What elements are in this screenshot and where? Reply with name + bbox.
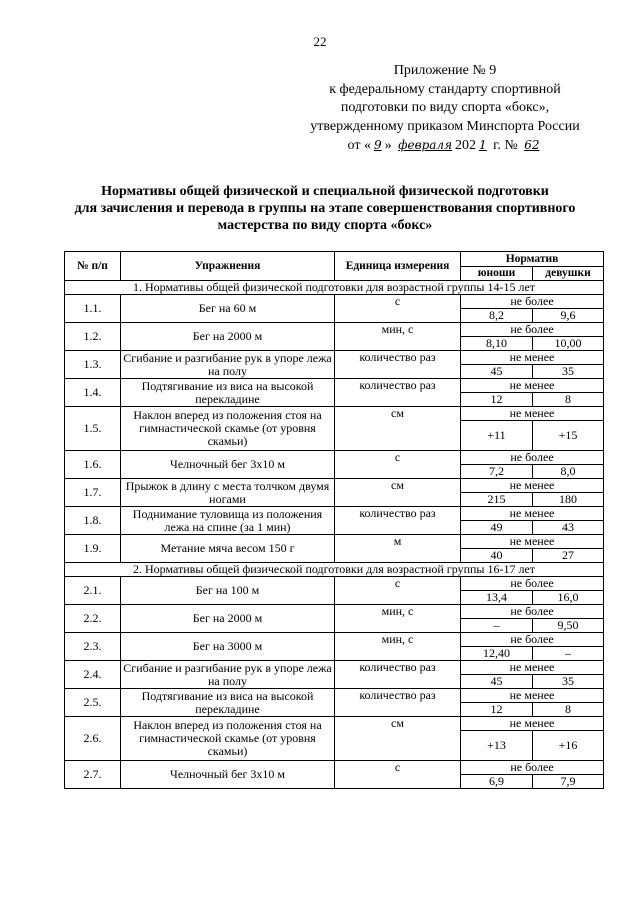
table-row bbox=[65, 479, 604, 493]
girls-value: 16,0 bbox=[533, 591, 604, 605]
appendix-line-3: подготовки по виду спорта «бокс», bbox=[340, 100, 550, 115]
measure-unit: с bbox=[335, 577, 461, 605]
boys-value: +13 bbox=[461, 731, 533, 761]
exercise-name: Подтягивание из виса на высокой перекладине bbox=[121, 379, 335, 407]
table-row bbox=[65, 351, 604, 365]
table-row bbox=[65, 323, 604, 337]
measure-unit: количество раз bbox=[335, 689, 461, 717]
row-number: 1.9. bbox=[65, 535, 121, 563]
row-number: 1.1. bbox=[65, 295, 121, 323]
row-number: 2.2. bbox=[65, 605, 121, 633]
norm-criterion: не более bbox=[461, 323, 604, 337]
boys-value: 12 bbox=[461, 703, 533, 717]
number-prefix: г. № bbox=[493, 138, 518, 153]
measure-unit: количество раз bbox=[335, 661, 461, 689]
boys-value: 45 bbox=[461, 675, 533, 689]
row-number: 2.1. bbox=[65, 577, 121, 605]
norm-criterion: не менее bbox=[461, 379, 604, 393]
row-number: 1.4. bbox=[65, 379, 121, 407]
exercise-name: Подтягивание из виса на высокой перекладине bbox=[121, 689, 335, 717]
row-number: 2.3. bbox=[65, 633, 121, 661]
measure-unit: мин, с bbox=[335, 633, 461, 661]
row-number: 2.6. bbox=[65, 717, 121, 761]
girls-value: 10,00 bbox=[533, 337, 604, 351]
page-number: 22 bbox=[313, 34, 327, 49]
exercise-name: Сгибание и разгибание рук в упоре лежа на полу bbox=[121, 661, 335, 689]
appendix-title: Приложение № 9 bbox=[393, 63, 497, 78]
document-title bbox=[40, 183, 610, 234]
boys-value: 7,2 bbox=[461, 465, 533, 479]
boys-value: – bbox=[461, 619, 533, 633]
exercise-name: Наклон вперед из положения стоя на гимнастической скамье (от уровня скамьи) bbox=[121, 717, 335, 761]
measure-unit: мин, с bbox=[335, 323, 461, 351]
exercise-name: Бег на 2000 м bbox=[121, 605, 335, 633]
table-row bbox=[65, 717, 604, 731]
measure-unit: м bbox=[335, 535, 461, 563]
table-body bbox=[65, 281, 604, 789]
header-num: № п/п bbox=[65, 252, 121, 281]
norm-criterion: не менее bbox=[461, 689, 604, 703]
boys-value: 215 bbox=[461, 493, 533, 507]
row-number: 2.5. bbox=[65, 689, 121, 717]
boys-value: 13,4 bbox=[461, 591, 533, 605]
girls-value: 43 bbox=[533, 521, 604, 535]
year-prefix: 202 bbox=[455, 138, 477, 153]
row-number: 1.7. bbox=[65, 479, 121, 507]
norm-criterion: не менее bbox=[461, 507, 604, 521]
norm-criterion: не более bbox=[461, 295, 604, 309]
exercise-name: Бег на 60 м bbox=[121, 295, 335, 323]
row-number: 2.7. bbox=[65, 761, 121, 789]
boys-value: 8,2 bbox=[461, 309, 533, 323]
table-row bbox=[65, 407, 604, 421]
header-girls: девушки bbox=[533, 267, 604, 281]
boys-value: 40 bbox=[461, 549, 533, 563]
title-line-3: мастерства по виду спорта «бокс» bbox=[217, 218, 433, 233]
table-row bbox=[65, 633, 604, 647]
measure-unit: с bbox=[335, 451, 461, 479]
measure-unit: см bbox=[335, 717, 461, 761]
boys-value: 45 bbox=[461, 365, 533, 379]
boys-value: 12,40 bbox=[461, 647, 533, 661]
measure-unit: с bbox=[335, 761, 461, 789]
appendix-line-4: утвержденному приказом Минспорта России bbox=[310, 118, 580, 134]
appendix-date-line bbox=[300, 136, 590, 156]
norm-criterion: не менее bbox=[461, 535, 604, 549]
row-number: 1.2. bbox=[65, 323, 121, 351]
norm-criterion: не менее bbox=[461, 351, 604, 365]
boys-value: 6,9 bbox=[461, 775, 533, 789]
year-digit: 1 bbox=[479, 138, 487, 152]
exercise-name: Бег на 2000 м bbox=[121, 323, 335, 351]
girls-value: 9,6 bbox=[533, 309, 604, 323]
table-row bbox=[65, 577, 604, 591]
order-number: 62 bbox=[524, 138, 540, 152]
exercise-name: Наклон вперед из положения стоя на гимнастической скамье (от уровня скамьи) bbox=[121, 407, 335, 451]
section-title: 1. Нормативы общей физической подготовки для возрастной группы 14-15 лет bbox=[65, 281, 604, 295]
section-title: 2. Нормативы общей физической подготовки для возрастной группы 16-17 лет bbox=[65, 563, 604, 577]
girls-value: +16 bbox=[533, 731, 604, 761]
girls-value: 8 bbox=[533, 393, 604, 407]
norm-criterion: не более bbox=[461, 761, 604, 775]
girls-value: 8,0 bbox=[533, 465, 604, 479]
exercise-name: Поднимание туловища из положения лежа на спине (за 1 мин) bbox=[121, 507, 335, 535]
row-number: 1.3. bbox=[65, 351, 121, 379]
table-row bbox=[65, 535, 604, 549]
norm-criterion: не менее bbox=[461, 661, 604, 675]
measure-unit: с bbox=[335, 295, 461, 323]
header-norm: Норматив bbox=[461, 252, 604, 267]
measure-unit: количество раз bbox=[335, 507, 461, 535]
boys-value: 8,10 bbox=[461, 337, 533, 351]
table-row bbox=[65, 661, 604, 675]
date-prefix: от « bbox=[347, 138, 371, 153]
section-header-row bbox=[65, 563, 604, 577]
table-row bbox=[65, 761, 604, 775]
girls-value: 7,9 bbox=[533, 775, 604, 789]
table-row bbox=[65, 605, 604, 619]
appendix-line-2: к федеральному стандарту спортивной bbox=[329, 81, 561, 97]
measure-unit: см bbox=[335, 479, 461, 507]
exercise-name: Челночный бег 3х10 м bbox=[121, 451, 335, 479]
row-number: 2.4. bbox=[65, 661, 121, 689]
norm-criterion: не менее bbox=[461, 407, 604, 421]
girls-value: 180 bbox=[533, 493, 604, 507]
boys-value: 49 bbox=[461, 521, 533, 535]
exercise-name: Челночный бег 3х10 м bbox=[121, 761, 335, 789]
row-number: 1.5. bbox=[65, 407, 121, 451]
measure-unit: количество раз bbox=[335, 351, 461, 379]
exercise-name: Бег на 100 м bbox=[121, 577, 335, 605]
girls-value: 8 bbox=[533, 703, 604, 717]
header-exercise: Упражнения bbox=[121, 252, 335, 281]
norm-criterion: не менее bbox=[461, 479, 604, 493]
row-number: 1.8. bbox=[65, 507, 121, 535]
header-unit: Единица измерения bbox=[335, 252, 461, 281]
norm-criterion: не более bbox=[461, 451, 604, 465]
norm-criterion: не менее bbox=[461, 717, 604, 731]
exercise-name: Сгибание и разгибание рук в упоре лежа на полу bbox=[121, 351, 335, 379]
norm-criterion: не более bbox=[461, 605, 604, 619]
table-row bbox=[65, 379, 604, 393]
table-row bbox=[65, 295, 604, 309]
table-row bbox=[65, 507, 604, 521]
girls-value: 35 bbox=[533, 365, 604, 379]
boys-value: +11 bbox=[461, 421, 533, 451]
girls-value: +15 bbox=[533, 421, 604, 451]
exercise-name: Бег на 3000 м bbox=[121, 633, 335, 661]
table-row bbox=[65, 451, 604, 465]
standards-table bbox=[64, 251, 604, 789]
measure-unit: см bbox=[335, 407, 461, 451]
header-boys: юноши bbox=[461, 267, 533, 281]
date-day: 9 bbox=[373, 138, 382, 152]
boys-value: 12 bbox=[461, 393, 533, 407]
measure-unit: количество раз bbox=[335, 379, 461, 407]
appendix-header bbox=[300, 62, 590, 156]
title-line-2: для зачисления и перевода в группы на этапе совершенствования спортивного bbox=[74, 201, 576, 216]
girls-value: 27 bbox=[533, 549, 604, 563]
girls-value: 35 bbox=[533, 675, 604, 689]
title-line-1: Нормативы общей физической и специальной физической подготовки bbox=[101, 184, 549, 199]
table-row bbox=[65, 689, 604, 703]
exercise-name: Прыжок в длину с места толчком двумя ногами bbox=[121, 479, 335, 507]
girls-value: – bbox=[533, 647, 604, 661]
date-mid: » bbox=[384, 138, 392, 153]
norm-criterion: не более bbox=[461, 633, 604, 647]
measure-unit: мин, с bbox=[335, 605, 461, 633]
section-header-row bbox=[65, 281, 604, 295]
date-month: февраля bbox=[398, 138, 453, 152]
norm-criterion: не более bbox=[461, 577, 604, 591]
girls-value: 9,50 bbox=[533, 619, 604, 633]
row-number: 1.6. bbox=[65, 451, 121, 479]
exercise-name: Метание мяча весом 150 г bbox=[121, 535, 335, 563]
